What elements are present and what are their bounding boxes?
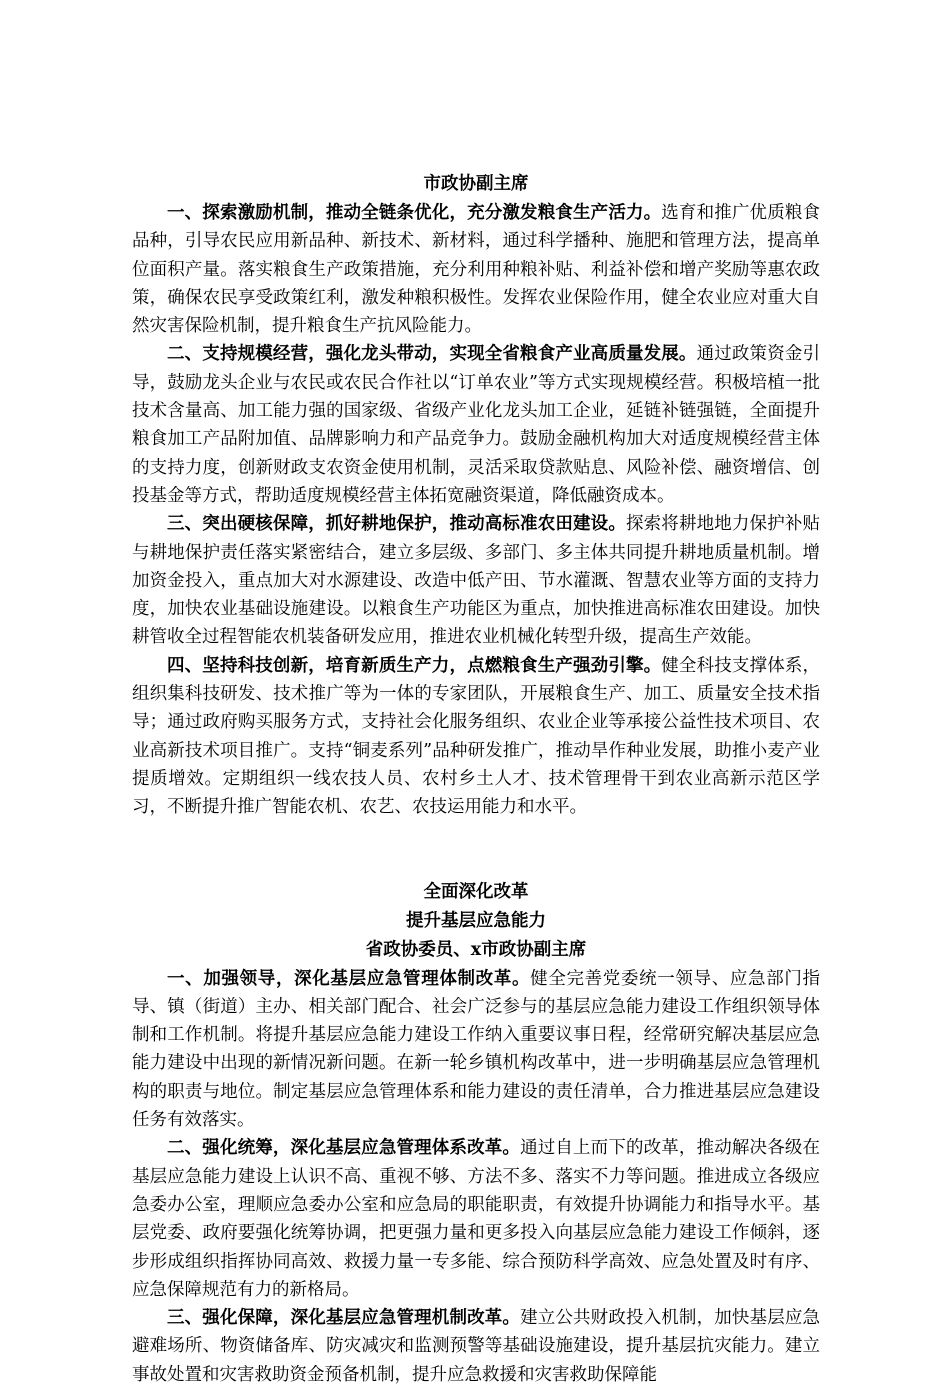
paragraph-body: 通过自上而下的改革，推动解决各级在基层应急能力建设上认识不高、重视不够、方法不多、落实不力等问题。推进成立各级应急委办公室，理顺应急委办公室和应急局的职能职责，有效提升协调能力和指导水平。基层党委、政府要强化统筹协调，把更强力量和更多投入向基层应急能力建设工作倾斜，逐步形成组织指挥协同高效、救援力量一专多能、综合预防科学高效、应急处置及时有序、应急保障规范有力的新格局。 [132,1138,821,1300]
paragraph-body: 建立公共财政投入机制，加快基层应急避难场所、物资储备库、防灾减灾和监测预警等基础设施建设，提升基层抗灾能力。建立事故处置和灾害救助资金预备机制，提升应急救援和灾害救助保障能 [132,1308,821,1385]
section1-paragraph-4 [132,652,820,822]
paragraph-lead: 四、坚持科技创新，培育新质生产力，点燃粮食生产强劲引擎。 [167,655,662,676]
paragraph-body: 健全完善党委统一领导、应急部门指导、镇（街道）主办、相关部门配合、社会广泛参与的基层应急能力建设工作组织领导体制和工作机制。将提升基层应急能力建设工作纳入重要议事日程，经常研究解决基层应急能力建设中出现的新情况新问题。在新一轮乡镇机构改革中，进一步明确基层应急管理机构的职责与地位。制定基层应急管理体系和能力建设的责任清单，合力推进基层应急建设任务有效落实。 [132,968,821,1131]
paragraph-lead: 二、支持规模经营，强化龙头带动，实现全省粮食产业高质量发展。 [167,344,697,365]
paragraph-lead: 一、加强领导，深化基层应急管理体制改革。 [167,968,531,989]
paragraph-lead: 三、突出硬核保障，抓好耕地保护，推动高标准农田建设。 [167,514,626,535]
section2-paragraph-2 [132,1134,820,1304]
section2-author: 省政协委员、x市政协副主席 [365,939,587,960]
section2-title-line2: 提升基层应急能力 [406,910,546,931]
paragraph-body: 选育和推广优质粮食品种，引导农民应用新品种、新技术、新材料，通过科学播种、施肥和管理方法，提高单位面积产量。落实粮食生产政策措施，充分利用种粮补贴、利益补偿和增产奖励等惠农政策，确保农民享受政策红利，激发种粮积极性。发挥农业保险作用，健全农业应对重大自然灾害保险机制，提升粮食生产抗风险能力。 [132,203,821,337]
section2-title-line1: 全面深化改革 [423,881,529,902]
section1-paragraph-1 [132,199,820,340]
section1-heading: 市政协副主席 [423,174,529,194]
section-spacer [132,822,820,878]
section1-paragraph-3 [132,510,820,651]
paragraph-lead: 一、探索激励机制，推动全链条优化，充分激发粮食生产活力。 [167,203,662,223]
section2-paragraph-1 [132,965,820,1135]
paragraph-body: 探索将耕地地力保护补贴与耕地保护责任落实紧密结合，建立多层级、多部门、多主体共同提升耕地质量机制。增加资金投入，重点加大对水源建设、改造中低产田、节水灌溉、智慧农业等方面的支持力度，加快农业基础设施建设。以粮食生产功能区为重点，加快推进高标准农田建设。加快耕管收全过程智能农机装备研发应用，推进农业机械化转型升级，提高生产效能。 [132,514,821,648]
paragraph-body: 通过政策资金引导，鼓励龙头企业与农民或农民合作社以“订单农业”等方式实现规模经营。积极培植一批技术含量高、加工能力强的国家级、省级产业化龙头加工企业，延链补链强链，全面提升粮食加工产品附加值、品牌影响力和产品竞争力。鼓励金融机构加大对适度规模经营主体的支持力度，创新财政支农资金使用机制，灵活采取贷款贴息、风险补偿、融资增信、创投基金等方式，帮助适度规模经营主体拓宽融资渠道，降低融资成本。 [132,344,821,506]
paragraph-lead: 三、强化保障，深化基层应急管理机制改革。 [167,1308,521,1329]
paragraph-body: 健全科技支撑体系，组织集科技研发、技术推广等为一体的专家团队，开展粮食生产、加工、质量安全技术指导；通过政府购买服务方式，支持社会化服务组织、农业企业等承接公益性技术项目、农业高新技术项目推广。支持“铜麦系列”品种研发推广，推动旱作种业发展，助推小麦产业提质增效。定期组织一线农技人员、农村乡土人才、技术管理骨干到农业高新示范区学习，不断提升推广智能农机、农艺、农技运用能力和水平。 [132,655,821,818]
section1-paragraph-2 [132,340,820,510]
paragraph-lead: 二、强化统筹，深化基层应急管理体系改革。 [167,1138,521,1159]
section2-paragraph-3 [132,1304,820,1389]
